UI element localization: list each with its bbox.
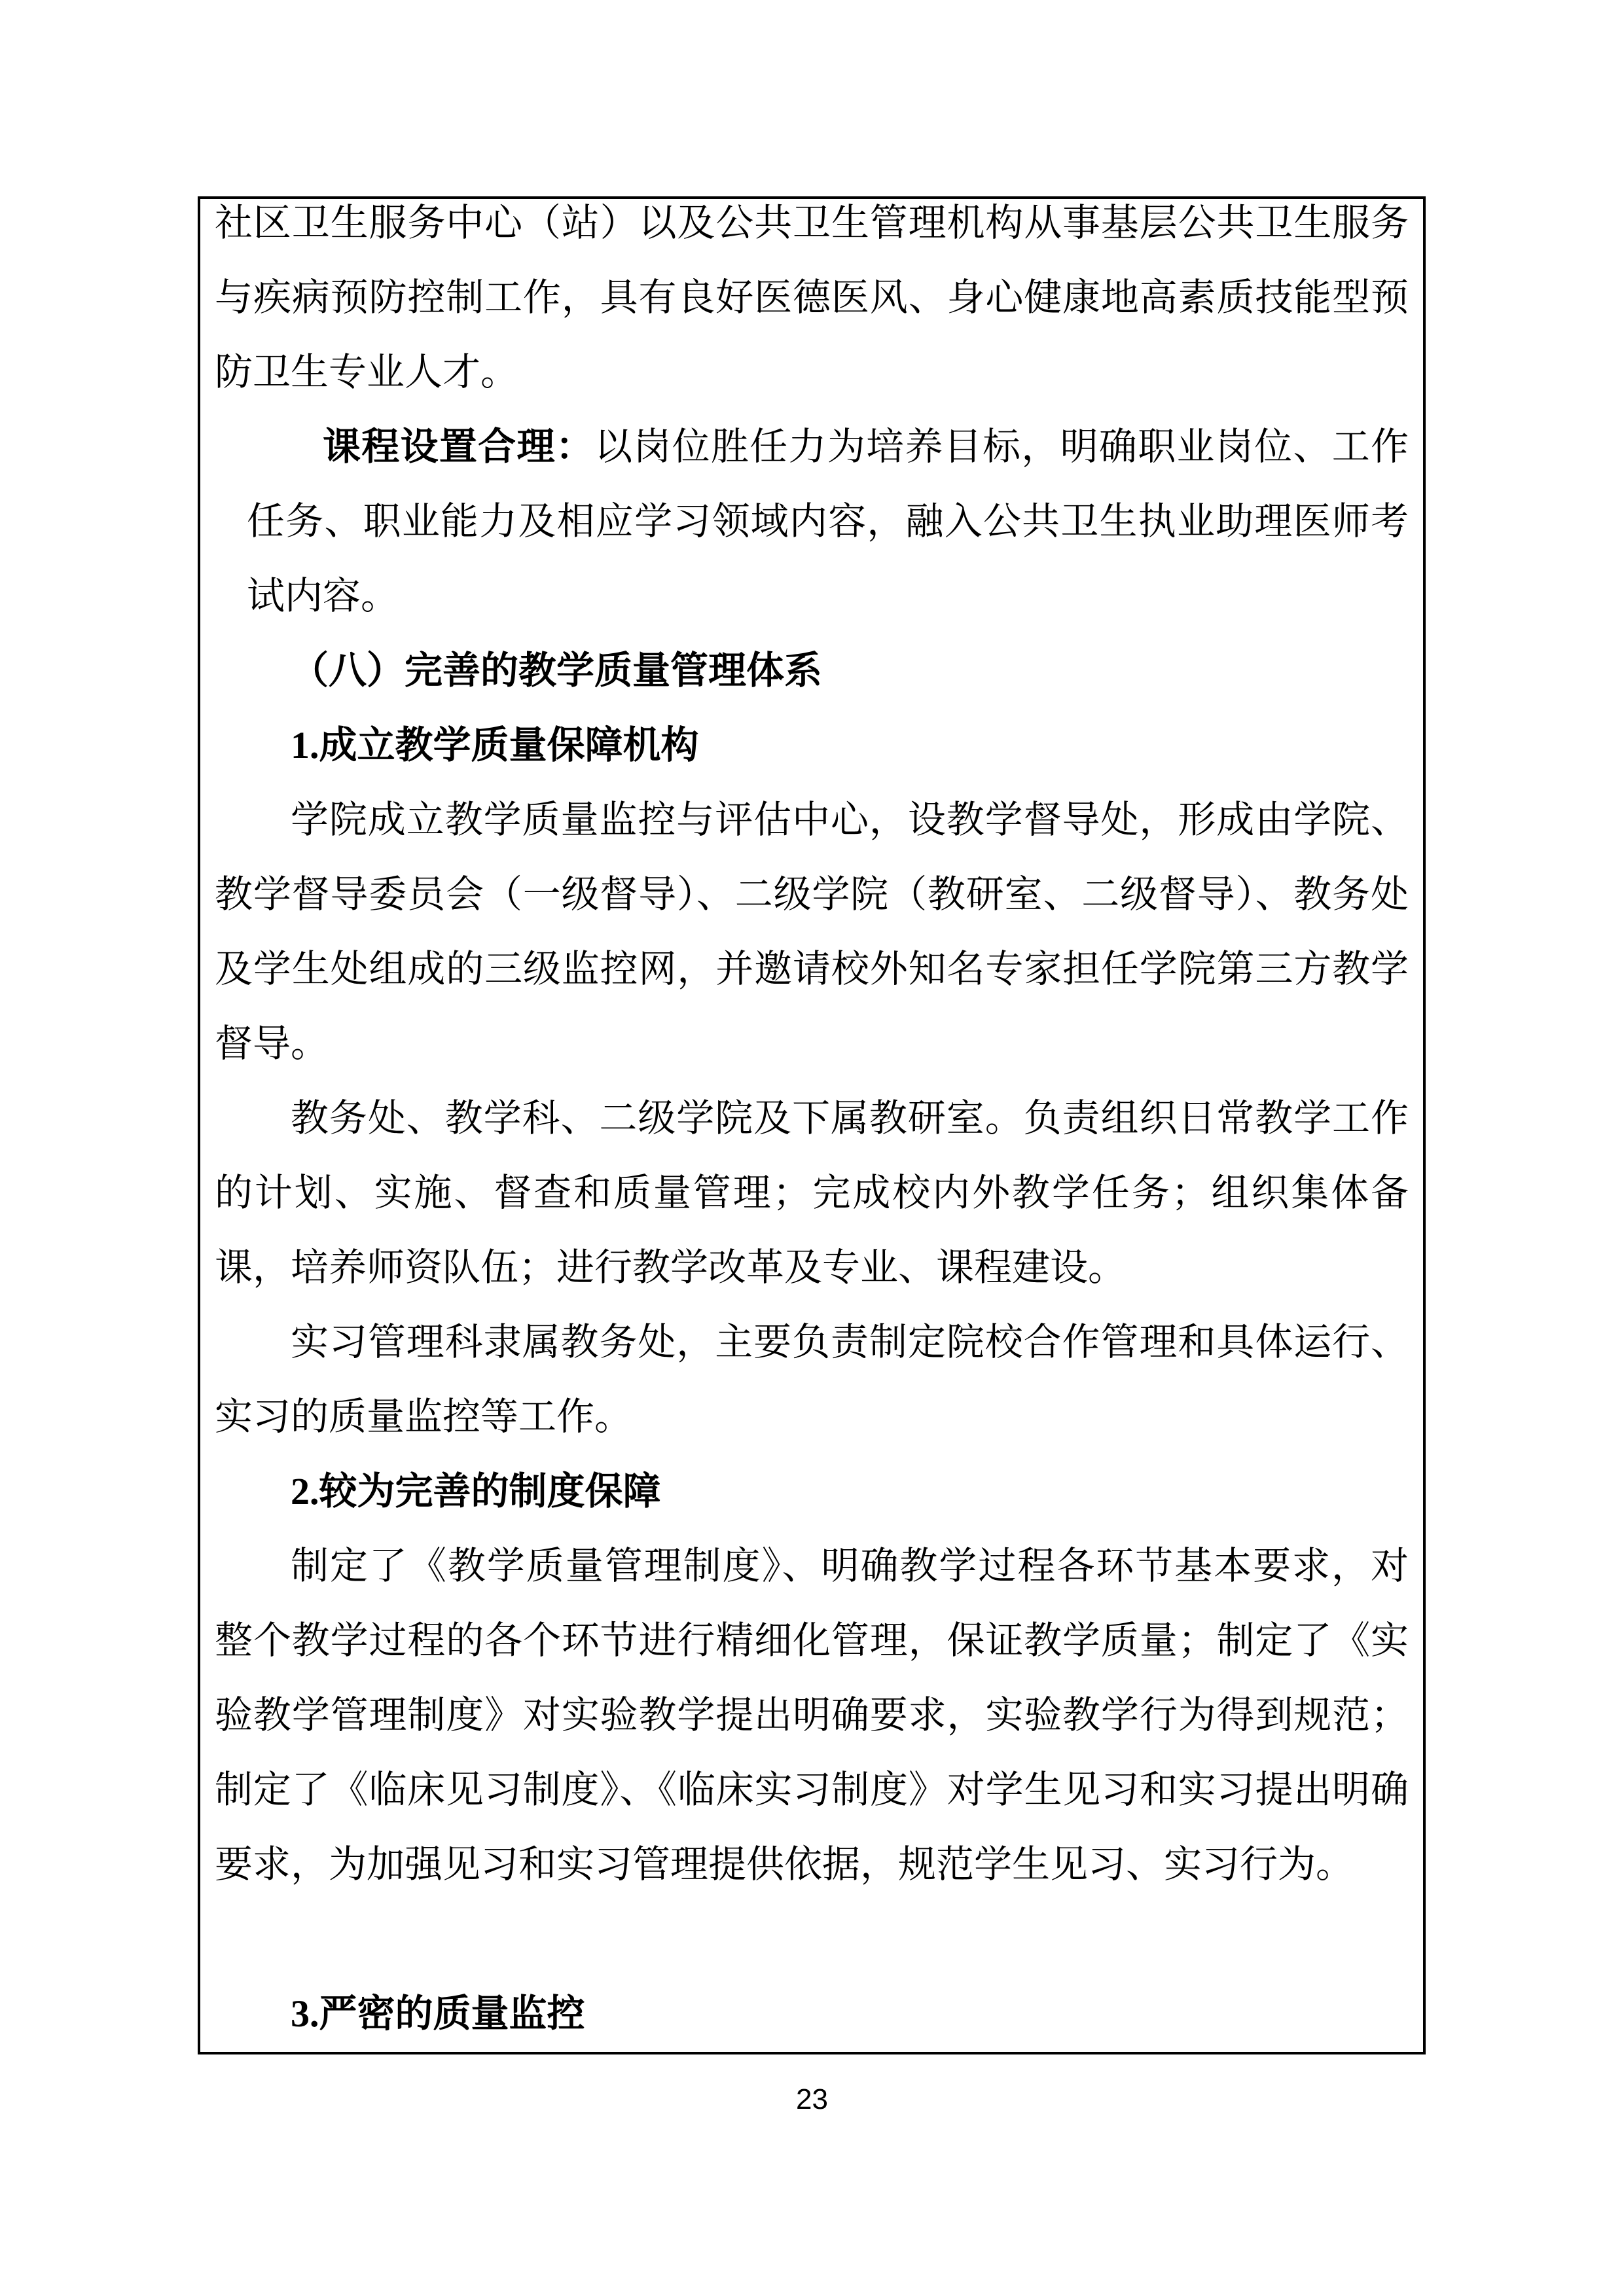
body-paragraph — [215, 783, 1409, 1081]
section-heading — [215, 634, 1409, 708]
bold-text-run: （八）完善的教学质量管理体系 — [291, 649, 823, 692]
text-run: 教务处、教学科、二级学院及下属教研室。负责组织日常教学工作的计划、实施、督查和质量管理；完成校内外教学任务；组织集体备课，培养师资队伍；进行教学改革及专业、课程建设。 — [215, 1097, 1409, 1289]
body-paragraph — [247, 410, 1409, 634]
body-paragraph — [215, 186, 1409, 410]
table-cell-border — [198, 196, 1426, 2054]
text-run: 制定了《教学质量管理制度》、明确教学过程各环节基本要求，对整个教学过程的各个环节进行精细化管理，保证教学质量；制定了《实验教学管理制度》对实验教学提出明确要求，实验教学行为得到规范；制定了《临床见习制度》、《临床实习制度》对学生见习和实习提出明确要求，为加强见习和实习管理提供依据，规范学生见习、实习行为。 — [215, 1545, 1409, 1886]
section-heading — [215, 1454, 1409, 1529]
document-body — [215, 186, 1409, 2051]
body-paragraph — [215, 1305, 1409, 1454]
text-run: 学院成立教学质量监控与评估中心，设教学督导处，形成由学院、教学督导委员会（一级督导）、二级学院（教研室、二级督导）、教务处及学生处组成的三级监控网，并邀请校外知名专家担任学院第三方教学督导。 — [215, 798, 1409, 1065]
bold-text-run: 课程设置合理： — [323, 425, 595, 468]
bold-text-run: 3.严密的质量监控 — [291, 1992, 585, 2035]
body-paragraph — [215, 1529, 1409, 1902]
blank-line — [215, 1902, 1409, 1977]
body-paragraph — [215, 1081, 1409, 1305]
text-run: 以岗位胜任力为培养目标，明确职业岗位、工作任务、职业能力及相应学习领域内容，融入公共卫生执业助理医师考试内容。 — [247, 425, 1409, 617]
bold-text-run: 1.成立教学质量保障机构 — [291, 724, 699, 766]
page-number: 23 — [796, 2083, 828, 2115]
section-heading — [215, 1977, 1409, 2051]
bold-text-run: 2.较为完善的制度保障 — [291, 1470, 661, 1513]
text-run: 实习管理科隶属教务处，主要负责制定院校合作管理和具体运行、实习的质量监控等工作。 — [215, 1321, 1409, 1438]
text-run: 社区卫生服务中心（站）以及公共卫生管理机构从事基层公共卫生服务与疾病预防控制工作，具有良好医德医风、身心健康地高素质技能型预防卫生专业人才。 — [215, 202, 1409, 393]
section-heading — [215, 708, 1409, 783]
